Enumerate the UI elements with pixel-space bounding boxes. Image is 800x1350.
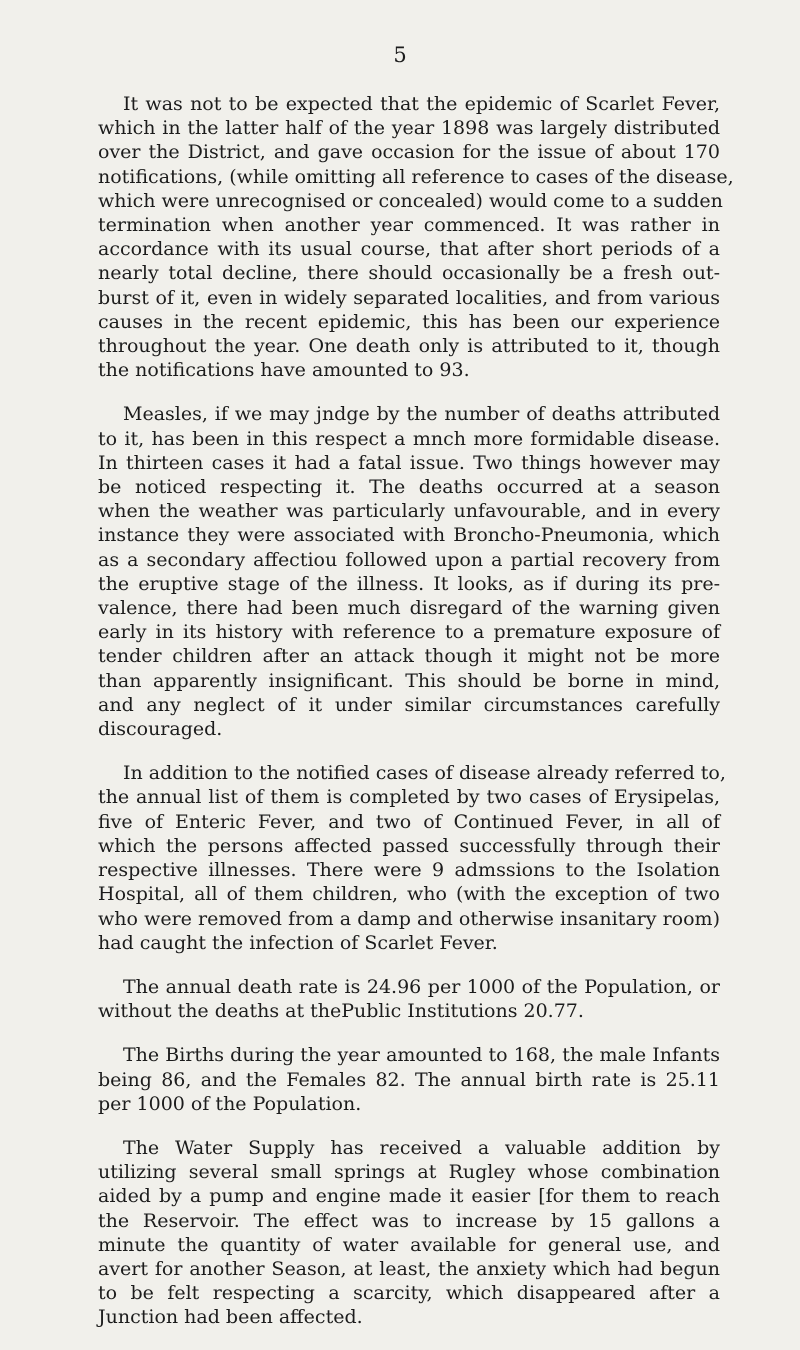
text-line: Measles, if we may jndge by the number of deaths attributed [123,403,720,426]
text-line: and any neglect of it under similar circumstances carefully [98,693,720,716]
text-line: to it, has been in this respect a mnch more formidable disease. [98,427,720,450]
text-line: the notifications have amounted to 93. [98,359,470,382]
text-line: burst of it, even in widely separated localities, and from various [98,286,720,309]
text-line: which the persons affected passed successfully through their [98,834,720,857]
text-line: causes in the recent epidemic, this has been our experience [98,310,720,333]
text-line: five of Enteric Fever, and two of Continued Fever, in all of [98,810,720,833]
text-line: termination when another year commenced. It was rather in [98,214,720,237]
text-line: valence, there had been much disregard of the warning given [98,597,720,620]
text-line: Junction had been affected. [98,1306,363,1329]
text-line: avert for another Season, at least, the anxiety which had begun [98,1257,720,1280]
text-line: over the District, and gave occasion for the issue of about 170 [98,141,720,164]
text-line: who were removed from a damp and otherwise insanitary room) [98,907,720,930]
text-line: notifications, (while omitting all reference to cases of the disease, [98,165,734,188]
text-line: respective illnesses. There were 9 admssions to the Isolation [98,859,720,882]
text-line: to be felt respecting a scarcity, which disappeared after a [98,1282,720,1305]
text-line: discouraged. [98,718,223,741]
paragraph-4 [98,975,720,1023]
text-line: utilizing several small springs at Rugley whose combination [98,1161,720,1184]
text-line: without the deaths at thePublic Institutions 20.77. [98,1000,584,1023]
page-number: 5 [393,43,407,67]
text-line: nearly total decline, there should occasionally be a fresh out- [98,262,720,285]
text-line: aided by a pump and engine made it easier [for them to reach [98,1185,720,1208]
paragraph-3 [98,761,726,955]
text-line: tender children after an attack though it might not be more [98,645,720,668]
text-line: instance they were associated with Broncho-Pneumonia, which [98,524,720,547]
text-line: which in the latter half of the year 1898 was largely distributed [98,117,720,140]
text-line: The annual death rate is 24.96 per 1000 of the Population, or [123,975,720,998]
paragraph-1 [98,92,734,382]
text-line: per 1000 of the Population. [98,1092,362,1115]
text-line: the eruptive stage of the illness. It looks, as if during its pre- [98,572,720,595]
document-body [98,92,734,1350]
text-line: the annual list of them is completed by two cases of Erysipelas, [98,786,720,809]
text-line: throughout the year. One death only is attributed to it, though [98,335,720,358]
paragraph-2 [98,402,720,741]
text-line: which were unrecognised or concealed) would come to a sudden [98,189,723,212]
text-line: when the weather was particularly unfavourable, and in every [98,500,720,523]
text-line: The Births during the year amounted to 168, the male Infants [123,1044,720,1067]
text-line: had caught the infection of Scarlet Fever. [98,931,498,954]
text-line: as a secondary affectiou followed upon a partial recovery from [98,548,720,571]
text-line: The Water Supply has received a valuable addition by [123,1136,720,1159]
text-line: the Reservoir. The effect was to increase by 15 gallons a [98,1209,720,1232]
text-line: Hospital, all of them children, who (with the exception of two [98,883,720,906]
text-line: than apparently insignificant. This should be borne in mind, [98,669,720,692]
text-line: accordance with its usual course, that after short periods of a [98,238,720,261]
text-line: In thirteen cases it had a fatal issue. Two things however may [98,451,720,474]
text-line: minute the quantity of water available for general use, and [98,1233,720,1256]
text-line: It was not to be expected that the epidemic of Scarlet Fever, [123,93,720,115]
text-line: be noticed respecting it. The deaths occurred at a season [98,476,720,499]
text-line: early in its history with reference to a premature exposure of [98,621,720,644]
text-line: being 86, and the Females 82. The annual birth rate is 25.11 [98,1068,720,1091]
paragraph-6 [98,1136,720,1330]
paragraph-5 [98,1043,720,1116]
text-line: In addition to the notified cases of disease already referred to, [123,762,726,785]
